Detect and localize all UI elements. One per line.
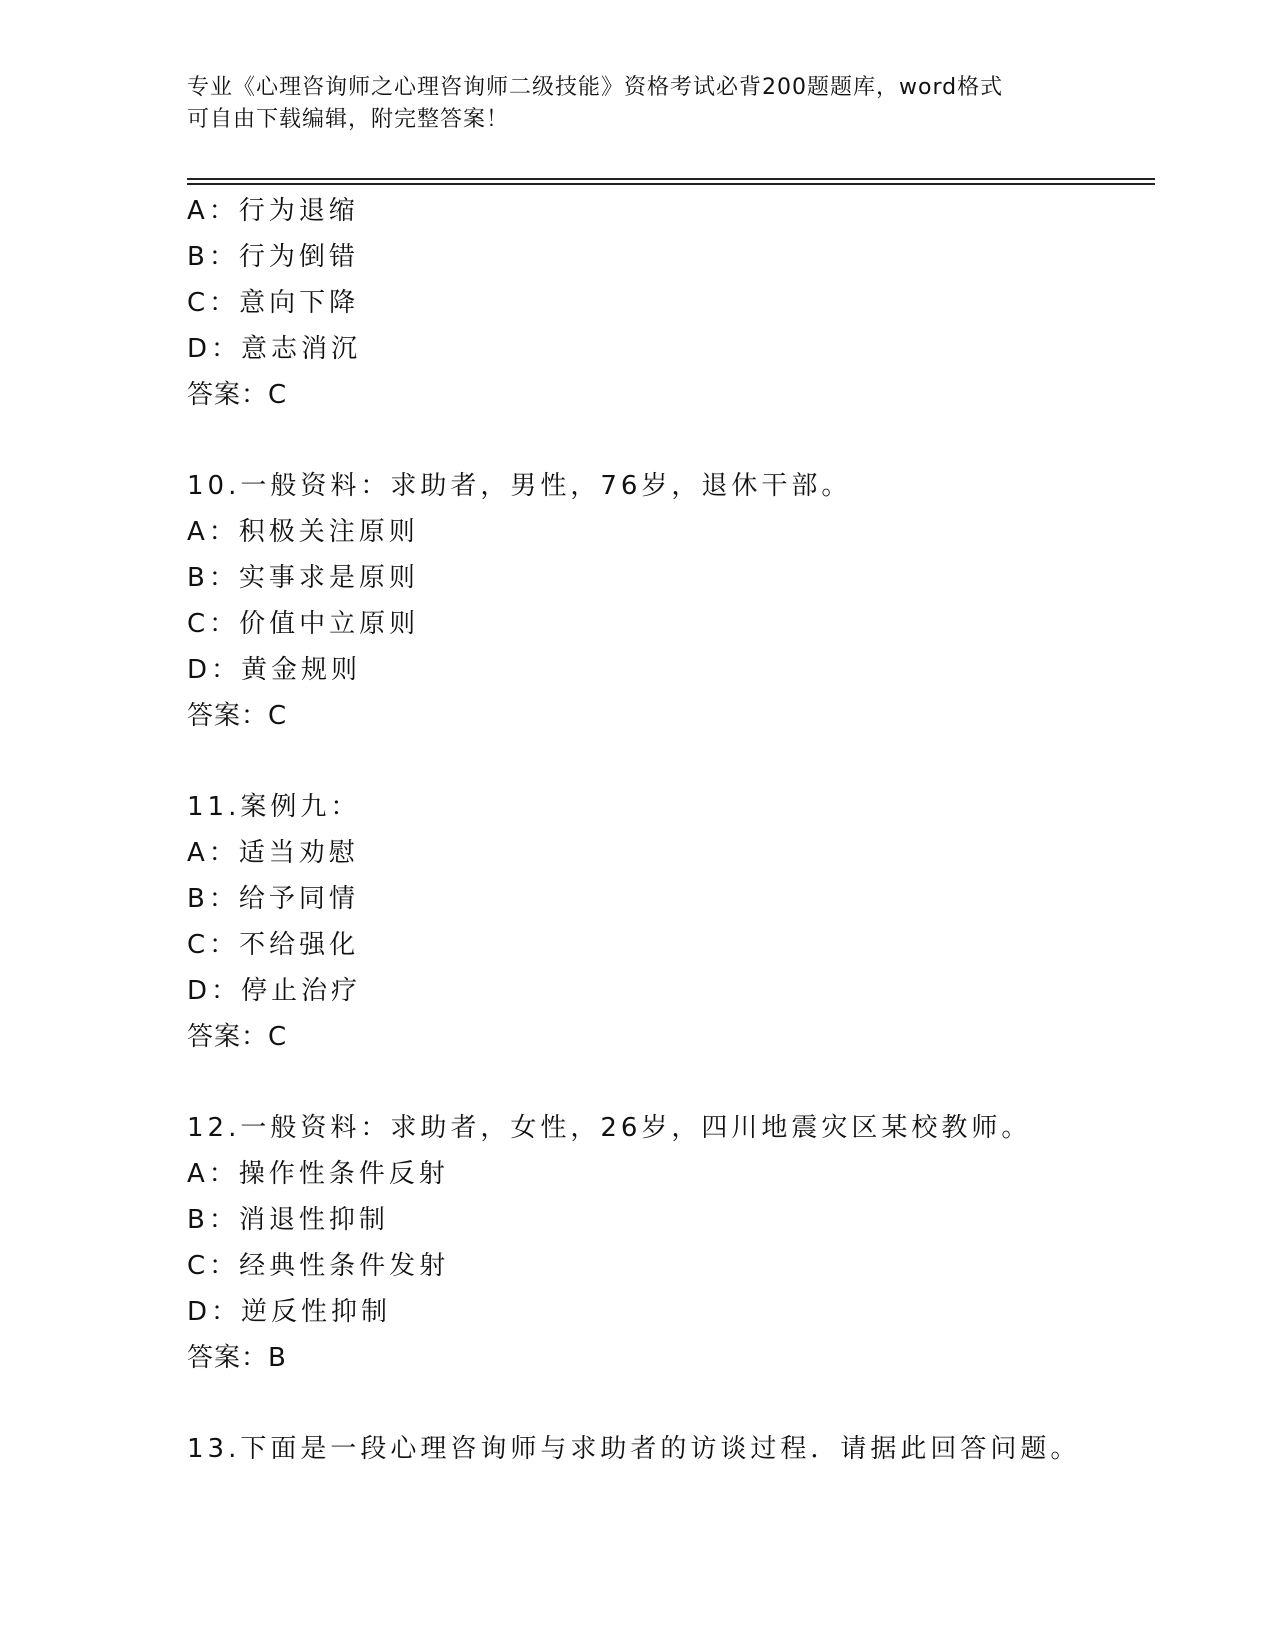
option-b: B：消退性抑制: [187, 1205, 389, 1235]
spacer: [187, 1060, 1155, 1105]
option-c: C：价值中立原则: [187, 609, 420, 639]
option-d: D：意志消沉: [187, 334, 362, 364]
option-b: B：给予同情: [187, 884, 359, 914]
option-a: A：积极关注原则: [187, 517, 419, 547]
spacer: [187, 1381, 1155, 1426]
spacer: [187, 418, 1155, 463]
question-12: [187, 1105, 1155, 1381]
header-line-2: 可自由下载编辑，附完整答案！: [187, 107, 510, 132]
question-9: [187, 188, 1155, 418]
spacer: [187, 739, 1155, 784]
answer: 答案：B: [187, 1343, 287, 1373]
question-13: [187, 1426, 1155, 1472]
option-c: C：意向下降: [187, 288, 360, 318]
option-d: D：停止治疗: [187, 976, 362, 1006]
option-c: C：经典性条件发射: [187, 1251, 450, 1281]
header-divider-top: [187, 178, 1155, 180]
option-a: A：适当劝慰: [187, 838, 359, 868]
answer: 答案：C: [187, 1022, 288, 1052]
option-b: B：行为倒错: [187, 242, 359, 272]
question-list: [187, 188, 1155, 1472]
question-10: [187, 463, 1155, 739]
header-line-1: 专业《心理咨询师之心理咨询师二级技能》资格考试必背200题题库，word格式: [187, 75, 1004, 100]
answer: 答案：C: [187, 701, 288, 731]
document-header: [187, 72, 1087, 136]
answer: 答案：C: [187, 380, 288, 410]
option-d: D：逆反性抑制: [187, 1297, 392, 1327]
question-stem: 11.案例九：: [187, 792, 361, 822]
question-stem: 13.下面是一段心理咨询师与求助者的访谈过程．请据此回答问题。: [187, 1434, 1081, 1464]
option-d: D：黄金规则: [187, 655, 362, 685]
header-divider-bottom: [187, 183, 1155, 185]
question-stem: 10.一般资料：求助者，男性，76岁，退休干部。: [187, 471, 852, 501]
option-a: A：行为退缩: [187, 196, 359, 226]
option-b: B：实事求是原则: [187, 563, 419, 593]
option-a: A：操作性条件反射: [187, 1159, 449, 1189]
question-stem: 12.一般资料：求助者，女性，26岁，四川地震灾区某校教师。: [187, 1113, 1032, 1143]
question-11: [187, 784, 1155, 1060]
option-c: C：不给强化: [187, 930, 360, 960]
